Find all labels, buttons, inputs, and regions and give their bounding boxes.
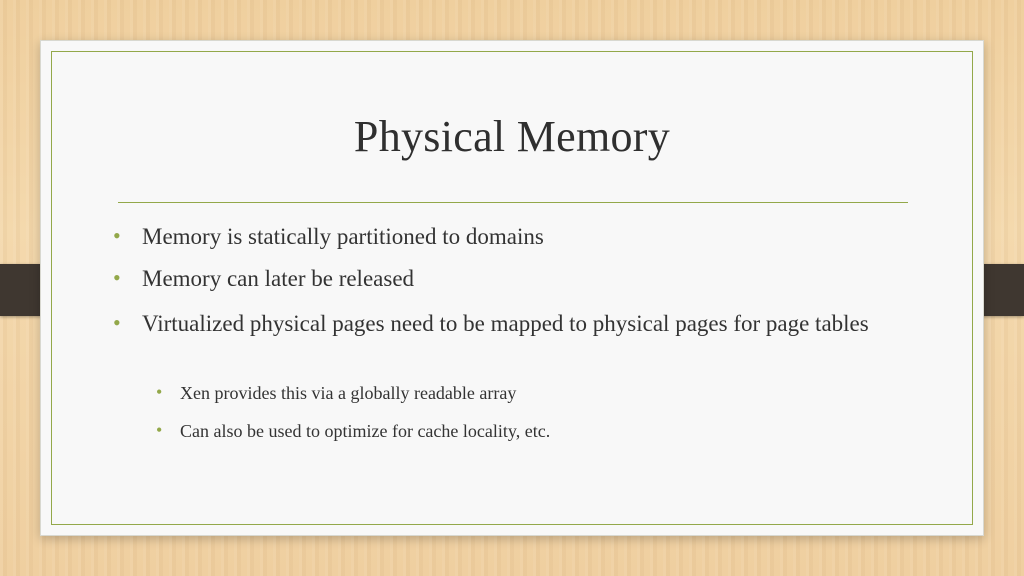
bullet-item [113,308,902,340]
bullet-text: Memory can later be released [142,266,415,291]
bullet-text: Virtualized physical pages need to be mapped to physical pages for page tables [142,311,869,336]
sub-bullet-item [156,418,900,444]
sub-bullet-item [156,380,900,406]
bullet-text: Memory is statically partitioned to domains [142,224,544,249]
sub-bullet-text: Xen provides this via a globally readable array [180,383,517,403]
sub-bullet-dot-icon: • [156,382,163,402]
bullet-item [113,263,902,295]
sub-bullet-dot-icon: • [156,420,163,440]
bullet-item [113,221,902,253]
slide [40,40,984,536]
bullet-dot-icon: • [113,265,121,290]
bullet-dot-icon: • [113,223,121,248]
bullet-dot-icon: • [113,310,121,335]
title-divider [118,202,908,203]
sub-bullet-text: Can also be used to optimize for cache locality, etc. [180,421,551,441]
slide-title: Physical Memory [353,112,671,161]
